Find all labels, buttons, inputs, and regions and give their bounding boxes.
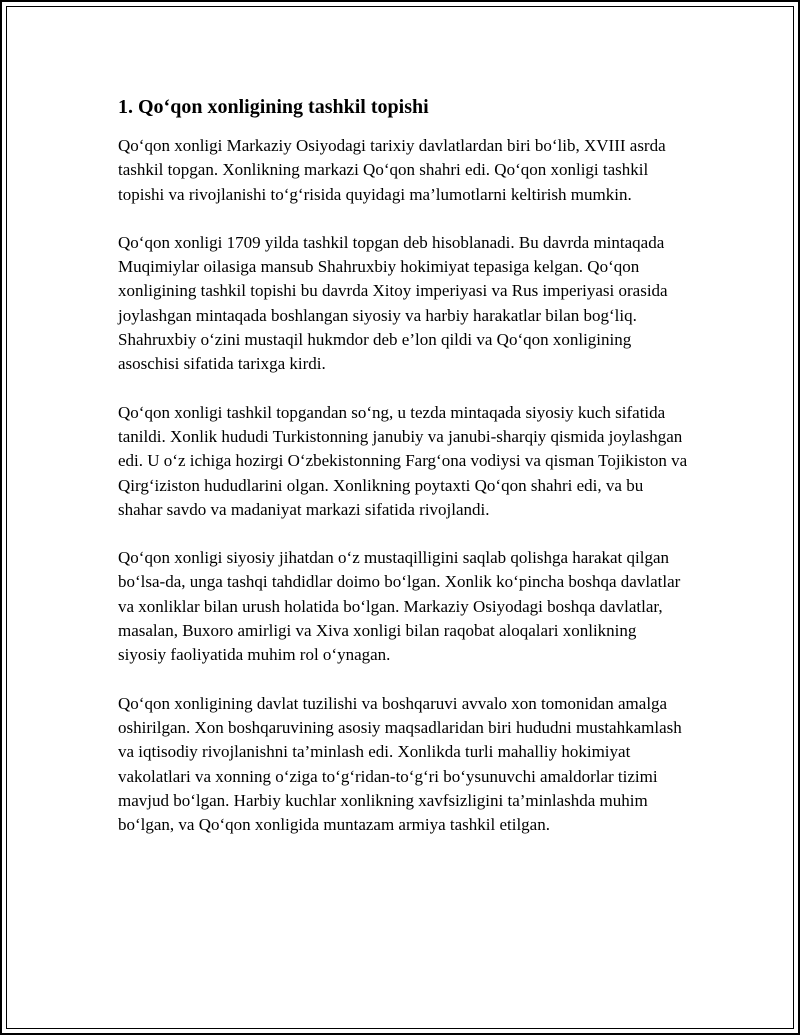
section-title: 1. Qo‘qon xonligining tashkil topishi	[118, 96, 429, 118]
paragraph-5: Qo‘qon xonligining davlat tuzilishi va boshqaruvi avvalo xon tomonidan amalga oshirilgan. Xon boshqaruvining asosiy maqsadlaridan biri hududni mustahkamlash va iqtisodiy rivojlanishni ta’minlash edi. Xonlikda turli mahalliy hokimiyat vakolatlari va xonning o‘ziga to‘g‘ridan-to‘g‘ri bo‘ysunuvchi amaldorlar tizimi mavjud bo‘lgan. Harbiy kuchlar xonlikning xavfsizligini ta’minlashda muhim bo‘lgan, va Qo‘qon xonligida muntazam armiya tashkil etilgan.	[118, 693, 682, 835]
document-body	[118, 92, 688, 861]
paragraph-3: Qo‘qon xonligi tashkil topgandan so‘ng, u tezda mintaqada siyosiy kuch sifatida tanildi. Xonlik hududi Turkistonning janubiy va janubi-sharqiy qismida joylashgan edi. U o‘z ichiga hozirgi O‘zbekistonning Farg‘ona vodiysi va qisman Tojikiston va Qirg‘iziston hududlarini olgan. Xonlikning poytaxti Qo‘qon shahri edi, va bu shahar savdo va madaniyat markazi sifatida rivojlandi.	[118, 402, 688, 519]
paragraph-2: Qo‘qon xonligi 1709 yilda tashkil topgan deb hisoblanadi. Bu davrda mintaqada Muqimiylar oilasiga mansub Shahruxbiy hokimiyat tepasiga kelgan. Qo‘qon xonligining tashkil topishi bu davrda Xitoy imperiyasi va Rus imperiyasi orasida joylashgan mintaqada boshlangan siyosiy va harbiy harakatlar bilan bog‘liq. Shahruxbiy o‘zini mustaqil hukmdor deb e’lon qildi va Qo‘qon xonligining asoschisi sifatida tarixga kirdi.	[118, 232, 668, 374]
paragraph-4: Qo‘qon xonligi siyosiy jihatdan o‘z mustaqilligini saqlab qolishga harakat qilgan bo‘lsa-da, unga tashqi tahdidlar doimo bo‘lgan. Xonlik ko‘pincha boshqa davlatlar va xonliklar bilan urush holatida bo‘lgan. Markaziy Osiyodagi boshqa davlatlar, masalan, Buxoro amirligi va Xiva xonligi bilan raqobat aloqalari xonlikning siyosiy faoliyatida muhim rol o‘ynagan.	[118, 548, 681, 665]
paragraph-1: Qo‘qon xonligi Markaziy Osiyodagi tarixiy davlatlardan biri bo‘lib, XVIII asrda tashkil topgan. Xonlikning markazi Qo‘qon shahri edi. Qo‘qon xonligi tashkil topishi va rivojlanishi to‘g‘risida quyidagi ma’lumotlarni keltirish mumkin.	[118, 136, 666, 204]
